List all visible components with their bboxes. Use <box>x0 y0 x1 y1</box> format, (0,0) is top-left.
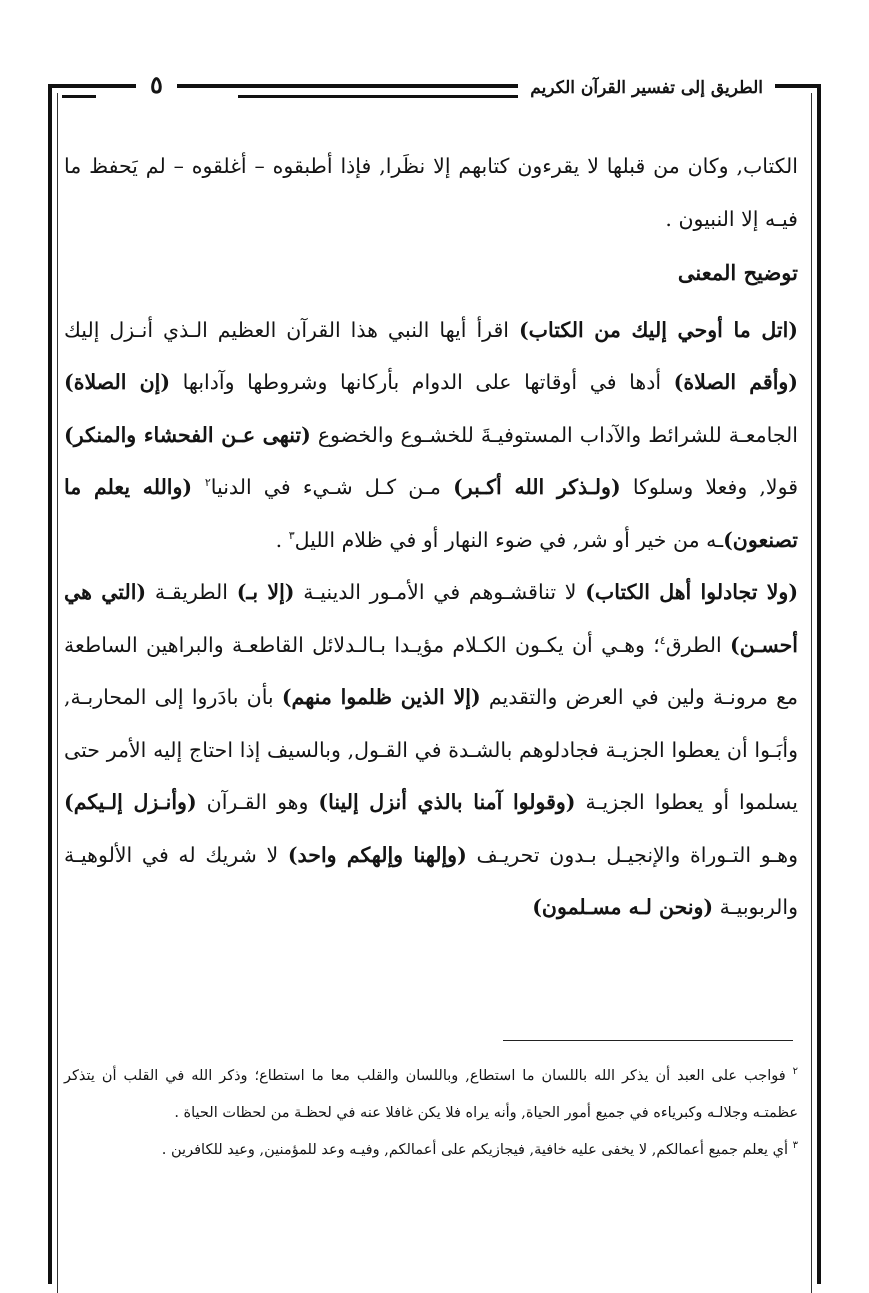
main-text <box>64 140 798 934</box>
explanation-text: . <box>275 527 289 552</box>
section-heading: توضيح المعنى <box>677 260 798 285</box>
running-header <box>48 70 821 104</box>
explanation-paragraph-1 <box>64 304 798 567</box>
verse-quote: (تنهى عـن الفحشاء والمنكر) <box>64 422 311 447</box>
footnote-number: ٢ <box>792 1066 798 1078</box>
intro-line-1: الكتاب, وكان من قبلها لا يقرءون كتابهم إلا نظَرا, فإذا أطبقوه – أغلقوه – لم <box>145 154 798 178</box>
footnote-ref: ٢ <box>204 476 211 490</box>
footnotes <box>64 1058 798 1169</box>
footnote-number: ٣ <box>792 1140 798 1152</box>
verse-quote: (إلا الذين ظلموا منهم) <box>281 685 481 709</box>
explanation-text: الجامعـة للشرائط والآداب المستوفيـةَ للخشـوع والخضوع <box>310 422 798 447</box>
explanation-text: وهو القـرآن <box>196 790 319 814</box>
header-rule <box>238 84 521 98</box>
book-title: الطريق إلى تفسير القرآن الكريم <box>518 78 775 98</box>
verse-quote: (وأنـزل إلـيكم) <box>64 790 197 814</box>
page-number: ٥ <box>136 70 177 99</box>
verse-quote: (اتل ما أوحي إليك من الكتاب) <box>518 317 798 342</box>
explanation-text: وهـو التـوراة والإنجيـل بـدون تحريـف <box>466 842 798 867</box>
footnote-separator <box>503 1040 793 1041</box>
verse-quote: (والله يعلم ما تصنعون) <box>64 475 798 552</box>
explanation-text: ؛ وهـي أن يكـون الكـلام مؤيـدا بـالـدلائل القاطعـة والبراهين الساطعة مع مرونـة ولين في العرض والتقديم <box>64 632 798 709</box>
explanation-text: اقرأ أيها النبي هذا القرآن العظيم الـذي أنـزل إليك <box>64 317 519 342</box>
header-rule-left <box>62 84 96 98</box>
explanation-text: لا شريك له في الألوهيـة والربوبيـة <box>64 842 798 919</box>
explanation-paragraph-2 <box>64 566 798 934</box>
explanation-text: ـه من خير أو شر, في ضوء النهار أو في ظلام الليل <box>294 527 724 552</box>
verse-quote: (التي هي أحسـن) <box>64 580 798 657</box>
explanation-text: الطرق <box>665 632 731 657</box>
intro-line-2: يَحفظ ما فيـه إلا النبيون . <box>64 154 798 231</box>
explanation-text: لا تناقشـوهم في الأمـور الدينيـة <box>294 580 586 604</box>
verse-quote: (وإلهنا وإلهكم واحد) <box>287 842 467 867</box>
verse-quote: (ولا تجادلوا أهل الكتاب) <box>585 580 799 604</box>
footnote-2 <box>64 1058 798 1132</box>
explanation-text: قولا, وفعلا وسلوكا <box>620 475 798 499</box>
verse-quote: (ولـذكر الله أكـبر) <box>453 475 621 499</box>
verse-quote: (وقولوا آمنا بالذي أنزل إلينا) <box>318 790 576 814</box>
verse-quote: (وأقم الصلاة) <box>673 370 798 394</box>
verse-quote: (إن الصلاة) <box>64 370 171 394</box>
explanation-text: الطريقـة <box>146 580 237 604</box>
footnote-ref: ٤ <box>659 633 666 647</box>
footnote-3 <box>64 1132 798 1169</box>
verse-quote: (إلا بـ) <box>236 580 295 604</box>
intro-paragraph <box>64 140 798 245</box>
footnote-text: أي يعلم جميع أعمالكم, لا يخفى عليه خافية, فيجازيكم على أعمالكم, وفيـه وعد للمؤمنين, وعيد للكافرين . <box>161 1142 793 1158</box>
footnote-ref: ٣ <box>288 528 295 542</box>
explanation-text: بأن بادَروا إلى المحاربـة, وأبَـوا أن يعطوا الجزيـة فجادلوهم بالشـدة في القـول, وبالسيف إذا احتاج إليه الأمر حتى يسلموا أو يعطوا الجزيـة <box>64 685 798 814</box>
footnote-text: فواجب على العبد أن يذكر الله باللسان ما استطاع, وباللسان والقلب معا ما استطاع؛ وذكر الله في القلب أن يتذكر عظمتـه وجلالـه وكبرياءه في جميع أمور الحياة, وأنه يراه فلا يكن غافلا عنه في لحظـة من لحظات الحياة . <box>64 1068 798 1121</box>
explanation-text: مـن كـل شـيء في الدنيا <box>210 475 454 499</box>
explanation-text: أدها في أوقاتها على الدوام بأركانها وشروطها وآدابها <box>170 370 674 394</box>
verse-quote: (ونحن لـه مسـلمون) <box>532 895 714 919</box>
